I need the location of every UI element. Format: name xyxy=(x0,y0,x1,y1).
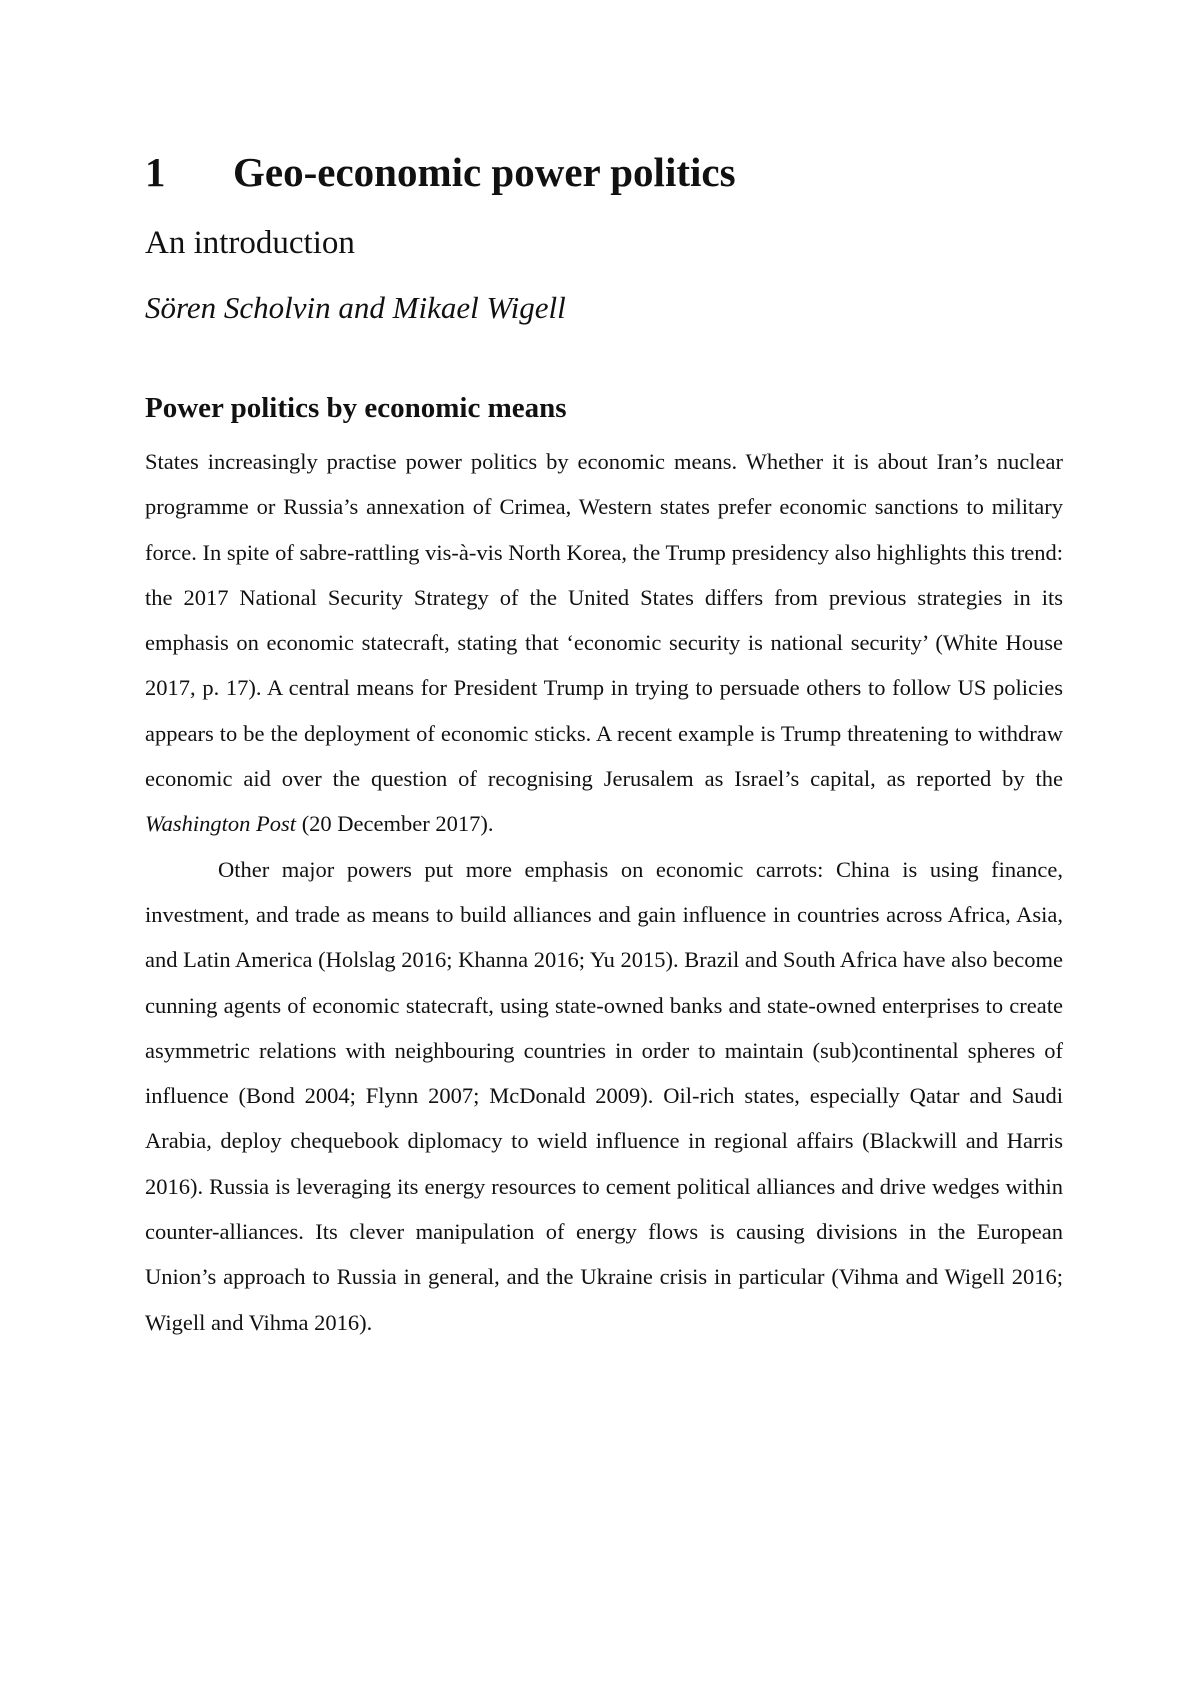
paragraph-1 xyxy=(145,439,1063,847)
chapter-subtitle: An introduction xyxy=(145,225,355,261)
body-text xyxy=(145,439,1063,1345)
chapter-title-text: Geo-economic power politics xyxy=(233,149,736,195)
chapter-authors: Sören Scholvin and Mikael Wigell xyxy=(145,290,566,325)
paragraph-2: Other major powers put more emphasis on economic carrots: China is using finance, investment, and trade as means to build alliances and gain influence in countries across Africa, Asia, and Latin America (Holslag 2016; Khanna 2016; Yu 2015). Brazil and South Africa have also become cunning agents of economic statecraft, using state-owned banks and state-owned enterprises to create asymmetric relations with neighbouring countries in order to maintain (sub)continental spheres of influence (Bond 2004; Flynn 2007; McDonald 2009). Oil-rich states, especially Qatar and Saudi Arabia, deploy chequebook diplomacy to wield influence in regional affairs (Blackwill and Harris 2016). Russia is leveraging its energy resources to cement political alliances and drive wedges within counter-alliances. Its clever manipulation of energy flows is causing divisions in the European Union’s approach to Russia in general, and the Ukraine crisis in particular (Vihma and Wigell 2016; Wigell and Vihma 2016). xyxy=(145,856,1063,1335)
paragraph-1-text-b: (20 December 2017). xyxy=(296,811,494,837)
chapter-title xyxy=(145,146,736,198)
section-heading: Power politics by economic means xyxy=(145,392,567,424)
paragraph-1-text-a: States increasingly practise power politics by economic means. Whether it is about Iran’s nuclear programme or Russia’s annexation of Crimea, Western states prefer economic sanctions to military force. In spite of sabre-rattling vis-à-vis North Korea, the Trump presidency also highlights this trend: the 2017 National Security Strategy of the United States differs from previous strategies in its emphasis on economic statecraft, stating that ‘economic security is national security’ (White House 2017, p. 17). A central means for President Trump in trying to persuade others to follow US policies appears to be the deployment of economic sticks. A recent example is Trump threatening to withdraw economic aid over the question of recognising Jerusalem as Israel’s capital, as reported by the xyxy=(145,449,1063,792)
newspaper-title: Washington Post xyxy=(145,811,297,837)
chapter-number: 1 xyxy=(145,149,166,195)
